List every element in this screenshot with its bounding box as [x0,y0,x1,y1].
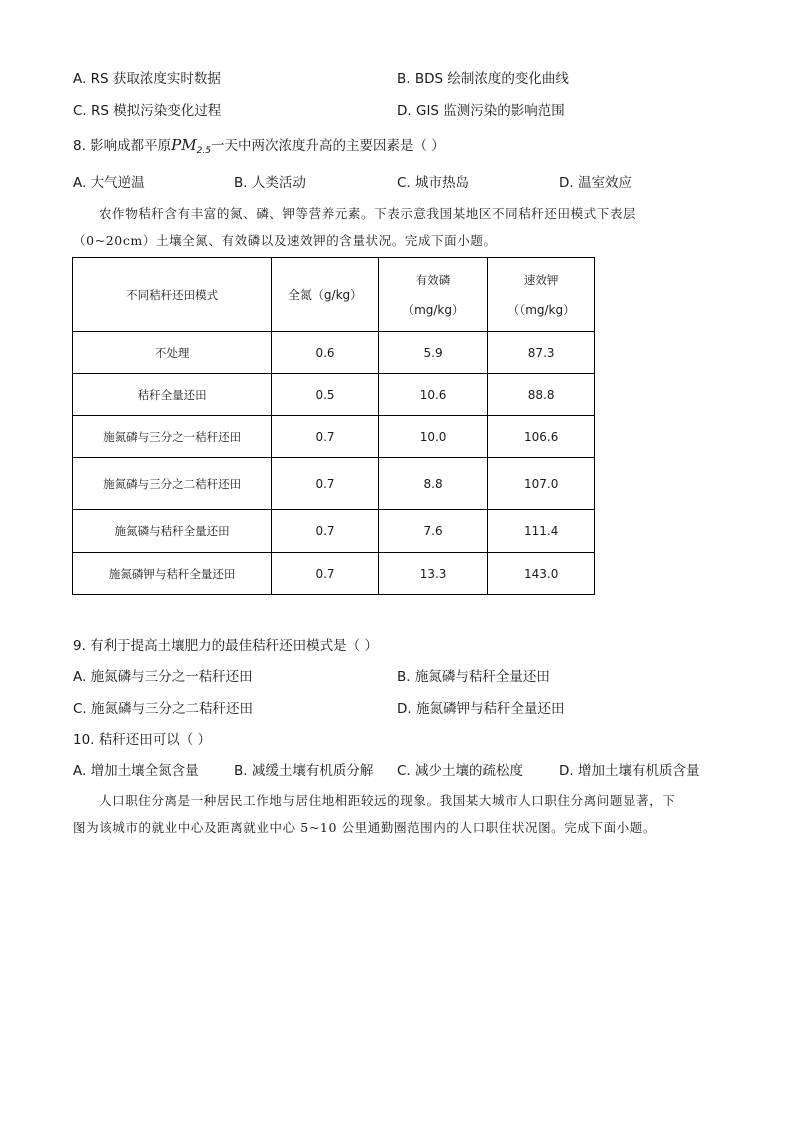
row-k: 143.0 [488,553,595,595]
intro-paragraph-commute [73,787,723,841]
q9-stem: 9. 有利于提高土壤肥力的最佳秸秆还田模式是（ ） [73,638,378,654]
q7-option-b: B. BDS 绘制浓度的变化曲线 [397,71,569,87]
q9-option-a: A. 施氮磷与三分之一秸秆还田 [73,669,253,685]
table-row [73,416,595,458]
intro1-line2: （0~20cm）土壤全氮、有效磷以及速效钾的含量状况。完成下面小题。 [73,233,497,248]
row-mode: 施氮磷钾与秸秆全量还田 [73,553,272,595]
row-k: 87.3 [488,332,595,374]
row-p: 5.9 [378,332,488,374]
row-k: 88.8 [488,374,595,416]
header-p-line1: 有效磷 [415,272,451,287]
header-available-phosphorus [378,258,488,332]
q9-option-b: B. 施氮磷与秸秆全量还田 [397,669,550,685]
row-p: 8.8 [378,458,488,510]
row-n: 0.7 [272,416,378,458]
q8-pm-label: PM [171,136,197,154]
intro-paragraph-straw [73,200,723,254]
table-row [73,510,595,553]
q8-pm-subscript: 2.5 [196,146,211,156]
header-available-potassium [488,258,595,332]
header-k-line2: （（mg/kg） [507,302,576,317]
q7-option-d: D. GIS 监测污染的影响范围 [397,103,565,119]
table-row [73,458,595,510]
row-n: 0.7 [272,458,378,510]
intro2-line2: 图为该城市的就业中心及距离就业中心 5~10 公里通勤圈范围内的人口职住状况图。完成下面小题。 [73,820,656,835]
table-header-row [73,258,595,332]
q8-stem [73,134,445,156]
table-row [73,374,595,416]
q8-stem-prefix: 8. 影响成都平原 [73,138,172,154]
row-n: 0.6 [272,332,378,374]
q10-option-d: D. 增加土壤有机质含量 [559,763,700,779]
q10-option-a: A. 增加土壤全氮含量 [73,763,199,779]
row-n: 0.7 [272,510,378,553]
header-total-nitrogen: 全氮（g/kg） [272,258,378,332]
q8-option-d: D. 温室效应 [559,175,632,191]
row-mode: 施氮磷与秸秆全量还田 [73,510,272,553]
row-mode: 秸秆全量还田 [73,374,272,416]
row-n: 0.5 [272,374,378,416]
q10-stem: 10. 秸秆还田可以（ ） [73,732,212,748]
row-p: 10.0 [378,416,488,458]
q8-option-a: A. 大气逆温 [73,175,145,191]
row-p: 13.3 [378,553,488,595]
header-mode: 不同秸秆还田模式 [73,258,272,332]
row-k: 107.0 [488,458,595,510]
row-p: 7.6 [378,510,488,553]
straw-return-table [72,257,595,595]
table-row [73,553,595,595]
q8-option-c: C. 城市热岛 [397,175,470,191]
intro1-line1: 农作物秸秆含有丰富的氮、磷、钾等营养元素。下表示意我国某地区不同秸秆还田模式下表层 [99,206,637,221]
q9-option-d: D. 施氮磷钾与秸秆全量还田 [397,701,565,717]
row-mode: 施氮磷与三分之一秸秆还田 [73,416,272,458]
q8-option-b: B. 人类活动 [234,175,306,191]
row-mode: 不处理 [73,332,272,374]
q9-option-c: C. 施氮磷与三分之二秸秆还田 [73,701,254,717]
row-n: 0.7 [272,553,378,595]
header-p-line2: （mg/kg） [402,302,464,317]
row-k: 111.4 [488,510,595,553]
intro2-line1: 人口职住分离是一种居民工作地与居住地相距较远的现象。我国某大城市人口职住分离问题显著，下 [99,793,676,808]
q7-option-c: C. RS 模拟污染变化过程 [73,103,222,119]
table-row [73,332,595,374]
row-mode: 施氮磷与三分之二秸秆还田 [73,458,272,510]
q8-stem-suffix: 一天中两次浓度升高的主要因素是（ ） [210,138,445,154]
header-k-line1: 速效钾 [523,272,559,287]
q10-option-b: B. 减缓土壤有机质分解 [234,763,374,779]
row-p: 10.6 [378,374,488,416]
q10-option-c: C. 减少土壤的疏松度 [397,763,524,779]
row-k: 106.6 [488,416,595,458]
q7-option-a: A. RS 获取浓度实时数据 [73,71,221,87]
